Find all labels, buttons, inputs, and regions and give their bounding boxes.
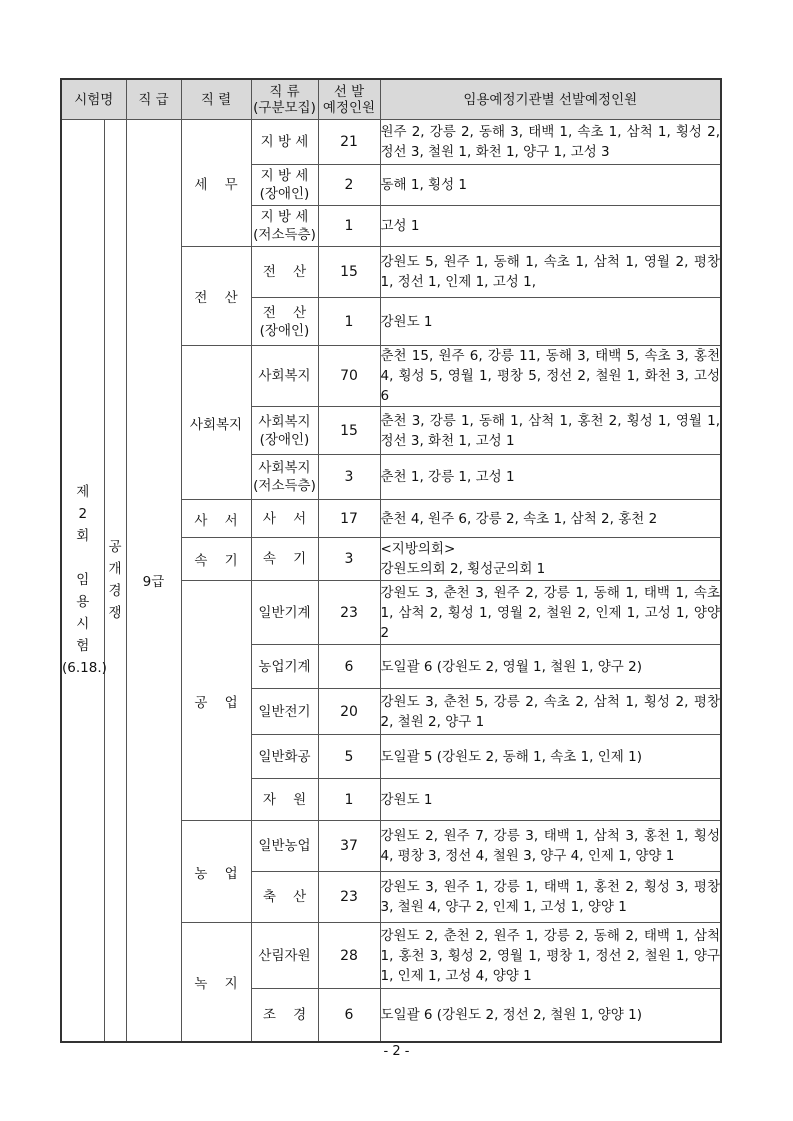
count-cell: 5: [318, 735, 380, 779]
duty-cell: 사회복지: [251, 346, 318, 407]
allocation-cell: 도일괄 5 (강원도 2, 동해 1, 속초 1, 인제 1): [380, 735, 721, 779]
duty-cell: 일반농업: [251, 821, 318, 872]
table-header-row: [61, 79, 721, 120]
allocation-cell: 동해 1, 횡성 1: [380, 165, 721, 206]
count-cell: 6: [318, 989, 380, 1042]
grade-cell: 9급: [126, 120, 181, 1042]
count-cell: 28: [318, 923, 380, 989]
series-sahoe: 사회복지: [181, 346, 251, 500]
count-cell: 37: [318, 821, 380, 872]
count-cell: 1: [318, 779, 380, 821]
count-cell: 17: [318, 500, 380, 538]
duty-cell: 축 산: [251, 872, 318, 923]
allocation-cell: 고성 1: [380, 206, 721, 247]
exam-name-cell: 제 2 회 임 용 시 험 (6.18.): [61, 120, 104, 1042]
allocation-cell: 춘천 15, 원주 6, 강릉 11, 동해 3, 태백 5, 속초 3, 홍천 4, 횡성 5, 영월 1, 평창 5, 정선 2, 철원 1, 화천 3, 고성 6: [380, 346, 721, 407]
header-series: 직 렬: [181, 79, 251, 120]
count-cell: 1: [318, 206, 380, 247]
duty-cell: 자 원: [251, 779, 318, 821]
duty-cell: 사 서: [251, 500, 318, 538]
duty-cell: 지 방 세: [251, 120, 318, 165]
series-saseo: 사 서: [181, 500, 251, 538]
series-nongeop: 농 업: [181, 821, 251, 923]
count-cell: 23: [318, 581, 380, 645]
count-cell: 15: [318, 247, 380, 298]
series-nokji: 녹 지: [181, 923, 251, 1042]
count-cell: 70: [318, 346, 380, 407]
series-semu: 세 무: [181, 120, 251, 247]
duty-cell: 전 산: [251, 247, 318, 298]
series-jeonsan: 전 산: [181, 247, 251, 346]
allocation-cell: 춘천 1, 강릉 1, 고성 1: [380, 455, 721, 500]
recruitment-table: [60, 78, 722, 1043]
allocation-cell: 강원도 3, 춘천 5, 강릉 2, 속초 2, 삼척 1, 횡성 2, 평창 2, 철원 2, 양구 1: [380, 689, 721, 735]
allocation-cell: 강원도 2, 원주 7, 강릉 3, 태백 1, 삼척 3, 홍천 1, 횡성 4, 평창 3, 정선 4, 철원 3, 양구 4, 인제 1, 양양 1: [380, 821, 721, 872]
competition-type-cell: 공 개 경 쟁: [104, 120, 126, 1042]
duty-cell: 일반화공: [251, 735, 318, 779]
count-cell: 6: [318, 645, 380, 689]
allocation-cell: 강원도 5, 원주 1, 동해 1, 속초 1, 삼척 1, 영월 2, 평창 1, 정선 1, 인제 1, 고성 1,: [380, 247, 721, 298]
count-cell: 23: [318, 872, 380, 923]
duty-cell: 일반기계: [251, 581, 318, 645]
duty-cell: 산림자원: [251, 923, 318, 989]
page-number: - 2 -: [383, 1044, 410, 1059]
allocation-cell: 강원도 1: [380, 779, 721, 821]
allocation-cell: 춘천 3, 강릉 1, 동해 1, 삼척 1, 홍천 2, 횡성 1, 영월 1, 정선 3, 화천 1, 고성 1: [380, 407, 721, 455]
allocation-cell: 도일괄 6 (강원도 2, 영월 1, 철원 1, 양구 2): [380, 645, 721, 689]
duty-cell: 지 방 세 (저소득층): [251, 206, 318, 247]
duty-cell: 사회복지 (저소득층): [251, 455, 318, 500]
allocation-cell: 춘천 4, 원주 6, 강릉 2, 속초 1, 삼척 2, 홍천 2: [380, 500, 721, 538]
header-duty: 직 류 (구분모집): [251, 79, 318, 120]
allocation-cell: 도일괄 6 (강원도 2, 정선 2, 철원 1, 양양 1): [380, 989, 721, 1042]
header-exam: 시험명: [61, 79, 126, 120]
series-gongeop: 공 업: [181, 581, 251, 821]
allocation-cell: <지방의회> 강원도의회 2, 횡성군의회 1: [380, 538, 721, 581]
count-cell: 1: [318, 298, 380, 346]
allocation-cell: 강원도 3, 춘천 3, 원주 2, 강릉 1, 동해 1, 태백 1, 속초 1, 삼척 2, 횡성 1, 영월 2, 철원 2, 인제 1, 고성 1, 양양 2: [380, 581, 721, 645]
header-allocation: 임용예정기관별 선발예정인원: [380, 79, 721, 120]
header-grade: 직 급: [126, 79, 181, 120]
duty-cell: 조 경: [251, 989, 318, 1042]
table-row: [61, 120, 721, 165]
count-cell: 3: [318, 538, 380, 581]
count-cell: 21: [318, 120, 380, 165]
allocation-cell: 강원도 2, 춘천 2, 원주 1, 강릉 2, 동해 2, 태백 1, 삼척 1, 홍천 3, 횡성 2, 영월 1, 평창 1, 정선 2, 철원 1, 양구 1, 인제 1, 고성 4, 양양 1: [380, 923, 721, 989]
allocation-cell: 원주 2, 강릉 2, 동해 3, 태백 1, 속초 1, 삼척 1, 횡성 2, 정선 3, 철원 1, 화천 1, 양구 1, 고성 3: [380, 120, 721, 165]
count-cell: 3: [318, 455, 380, 500]
count-cell: 20: [318, 689, 380, 735]
duty-cell: 속 기: [251, 538, 318, 581]
duty-cell: 지 방 세 (장애인): [251, 165, 318, 206]
count-cell: 2: [318, 165, 380, 206]
count-cell: 15: [318, 407, 380, 455]
duty-cell: 사회복지 (장애인): [251, 407, 318, 455]
duty-cell: 전 산 (장애인): [251, 298, 318, 346]
duty-cell: 농업기계: [251, 645, 318, 689]
header-count: 선 발 예정인원: [318, 79, 380, 120]
allocation-cell: 강원도 3, 원주 1, 강릉 1, 태백 1, 홍천 2, 횡성 3, 평창 3, 철원 4, 양구 2, 인제 1, 고성 1, 양양 1: [380, 872, 721, 923]
series-sokgi: 속 기: [181, 538, 251, 581]
duty-cell: 일반전기: [251, 689, 318, 735]
allocation-cell: 강원도 1: [380, 298, 721, 346]
